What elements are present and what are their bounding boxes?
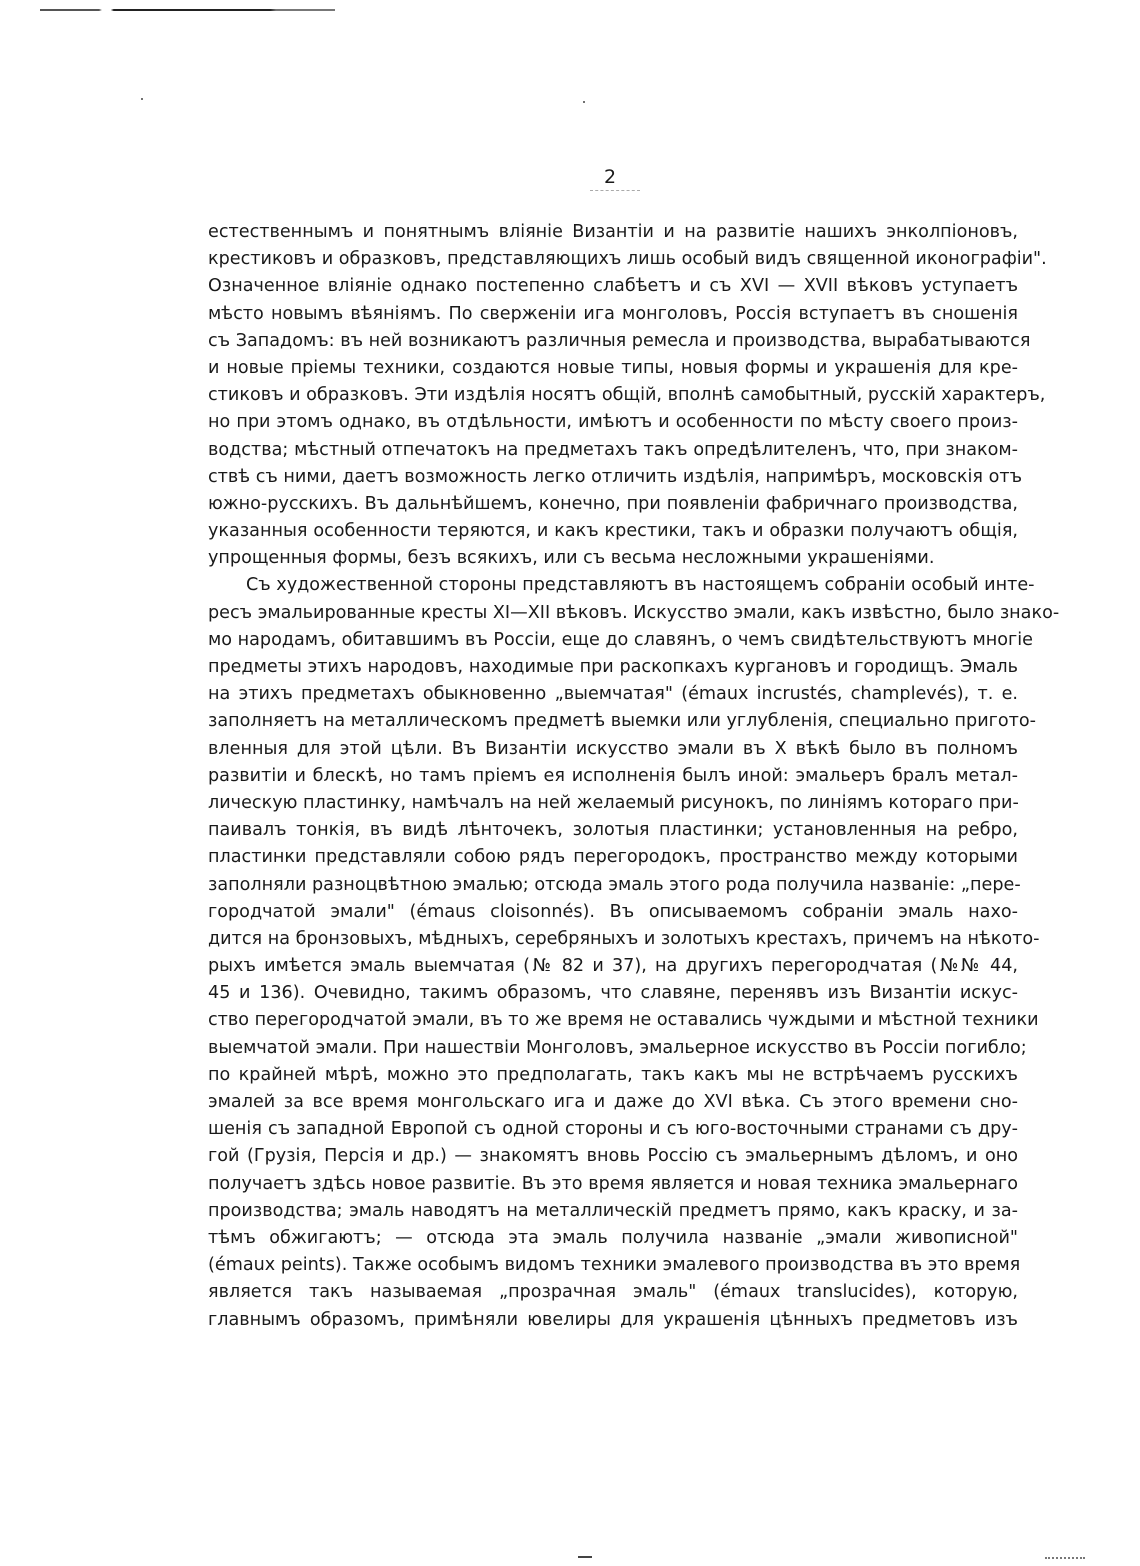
scan-corner-mark (1045, 1557, 1085, 1561)
text-line: эмалей за все время монгольскаго ига и даже до XVI вѣка. Съ этого времени сно- (208, 1092, 1018, 1112)
text-line: рыхъ имѣется эмаль выемчатая (№ 82 и 37), на другихъ перегородчатая (№№ 44, (208, 956, 1018, 977)
text-line: заполняетъ на металлическомъ предметѣ выемки или углубленія, специально пригото- (208, 711, 1037, 732)
text-line: стиковъ и образковъ. Эти издѣлія носятъ общій, вполнѣ самобытный, русскій характеръ, (208, 385, 1046, 406)
text-line: ство перегородчатой эмали, въ то же время не оставались чуждыми и мѣстной техники (208, 1010, 1039, 1031)
text-line: производства; эмаль наводятъ на металлическій предметъ прямо, какъ краску, и за- (208, 1200, 1018, 1221)
scan-speck (583, 101, 585, 103)
text-line: лическую пластинку, намѣчалъ на ней желаемый рисунокъ, по линіямъ котораго при- (208, 792, 1019, 813)
text-line: дится на бронзовыхъ, мѣдныхъ, серебряныхъ и золотыхъ крестахъ, причемъ на нѣкото- (208, 928, 1040, 949)
text-line: мо народамъ, обитавшимъ въ Россіи, еще до славянъ, о чемъ свидѣтельствуютъ многіе (208, 629, 1033, 650)
text-body (208, 219, 1060, 1334)
text-line: развитіи и блескѣ, но тамъ пріемъ ея исполненія былъ иной: эмальеръ бралъ метал- (208, 765, 1018, 786)
text-line: получаетъ здѣсь новое развитіе. Въ это время является и новая техника эмальернаго (208, 1173, 1018, 1194)
text-line: на этихъ предметахъ обыкновенно „выемчатая" (émaux incrustés, champlevés), т. е. (208, 684, 1018, 705)
text-line: 45 и 136). Очевидно, такимъ образомъ, что славяне, перенявъ изъ Византіи искус- (208, 983, 1018, 1004)
text-line: ресъ эмальированные кресты XI—XII вѣковъ. Искусство эмали, какъ извѣстно, было знако- (208, 602, 1060, 623)
text-line: упрощенныя формы, безъ всякихъ, или съ весьма несложными украшеніями. (208, 548, 935, 569)
scan-bottom-mark (578, 1556, 592, 1558)
page-number: 2 (603, 166, 617, 188)
text-line: городчатой эмали" (émaus cloisonnés). Въ описываемомъ собраніи эмаль нахо- (208, 901, 1018, 922)
text-line: гой (Грузія, Персія и др.) — знакомятъ вновь Россію съ эмальернымъ дѣломъ, и оно (208, 1146, 1018, 1167)
text-line: главнымъ образомъ, примѣняли ювелиры для украшенія цѣнныхъ предметовъ изъ (208, 1309, 1018, 1330)
paragraph-2 (208, 572, 1060, 1333)
text-line: но при этомъ однако, въ отдѣльности, имѣютъ и особенности по мѣсту своего произ- (208, 412, 1018, 433)
text-line: естественнымъ и понятнымъ вліяніе Византіи и на развитіе нашихъ энколпіоновъ, (208, 222, 1018, 242)
text-line: указанныя особенности теряются, и какъ крестики, такъ и образки получаютъ общія, (208, 521, 1018, 542)
text-line: (émaux peints). Также особымъ видомъ техники эмалевого производства въ это время (208, 1255, 1021, 1276)
text-line: является такъ называемая „прозрачная эмаль" (émaux translucides), которую, (208, 1282, 1018, 1303)
page-number-underline (590, 190, 640, 192)
text-line: Означенное вліяніе однако постепенно слабѣетъ и съ XVI — XVII вѣковъ уступаетъ (208, 276, 1018, 297)
text-line: шенія съ западной Европой съ одной стороны и съ юго-восточными странами съ дру- (208, 1119, 1018, 1140)
scan-top-rule (40, 9, 335, 11)
text-line: тѣмъ обжигаютъ; — отсюда эта эмаль получила названіе „эмали живописной" (208, 1227, 1018, 1248)
text-line: южно-русскихъ. Въ дальнѣйшемъ, конечно, при появленіи фабричнаго производства, (208, 493, 1018, 514)
text-line: выемчатой эмали. При нашествіи Монголовъ, эмальерное искусство въ Россіи погибло; (208, 1037, 1027, 1058)
text-line: заполняли разноцвѣтною эмалью; отсюда эмаль этого рода получила названіе: „пере- (208, 874, 1021, 895)
text-line: по крайней мѣрѣ, можно это предполагать, такъ какъ мы не встрѣчаемъ русскихъ (208, 1064, 1018, 1085)
text-line: паивалъ тонкія, въ видѣ лѣнточекъ, золотыя пластинки; установленныя на ребро, (208, 820, 1018, 841)
text-line: мѣсто новымъ вѣяніямъ. По сверженіи ига монголовъ, Россія вступаетъ въ сношенія (208, 303, 1018, 324)
text-line: ствѣ съ ними, даетъ возможность легко отличить издѣлія, напримѣръ, московскія отъ (208, 466, 1023, 487)
scan-speck (141, 98, 143, 100)
text-line: Съ художественной стороны представляютъ въ настоящемъ собраніи особый инте- (246, 575, 1035, 596)
text-line: крестиковъ и образковъ, представляющихъ лишь особый видъ священной иконографіи". (208, 249, 1047, 270)
text-line: вленныя для этой цѣли. Въ Византіи искусство эмали въ X вѣкѣ было въ полномъ (208, 738, 1018, 759)
text-line: съ Западомъ: въ ней возникаютъ различныя ремесла и производства, вырабатываются (208, 330, 1031, 351)
text-line: пластинки представляли собою рядъ перегородокъ, пространство между которыми (208, 847, 1018, 868)
text-line: и новые пріемы техники, создаются новые типы, новыя формы и украшенія для кре- (208, 357, 1018, 378)
paragraph-1 (208, 219, 1047, 572)
text-line: водства; мѣстный отпечатокъ на предметахъ такъ опредѣлителенъ, что, при знаком- (208, 439, 1018, 460)
text-line: предметы этихъ народовъ, находимые при раскопкахъ кургановъ и городищъ. Эмаль (208, 657, 1018, 677)
